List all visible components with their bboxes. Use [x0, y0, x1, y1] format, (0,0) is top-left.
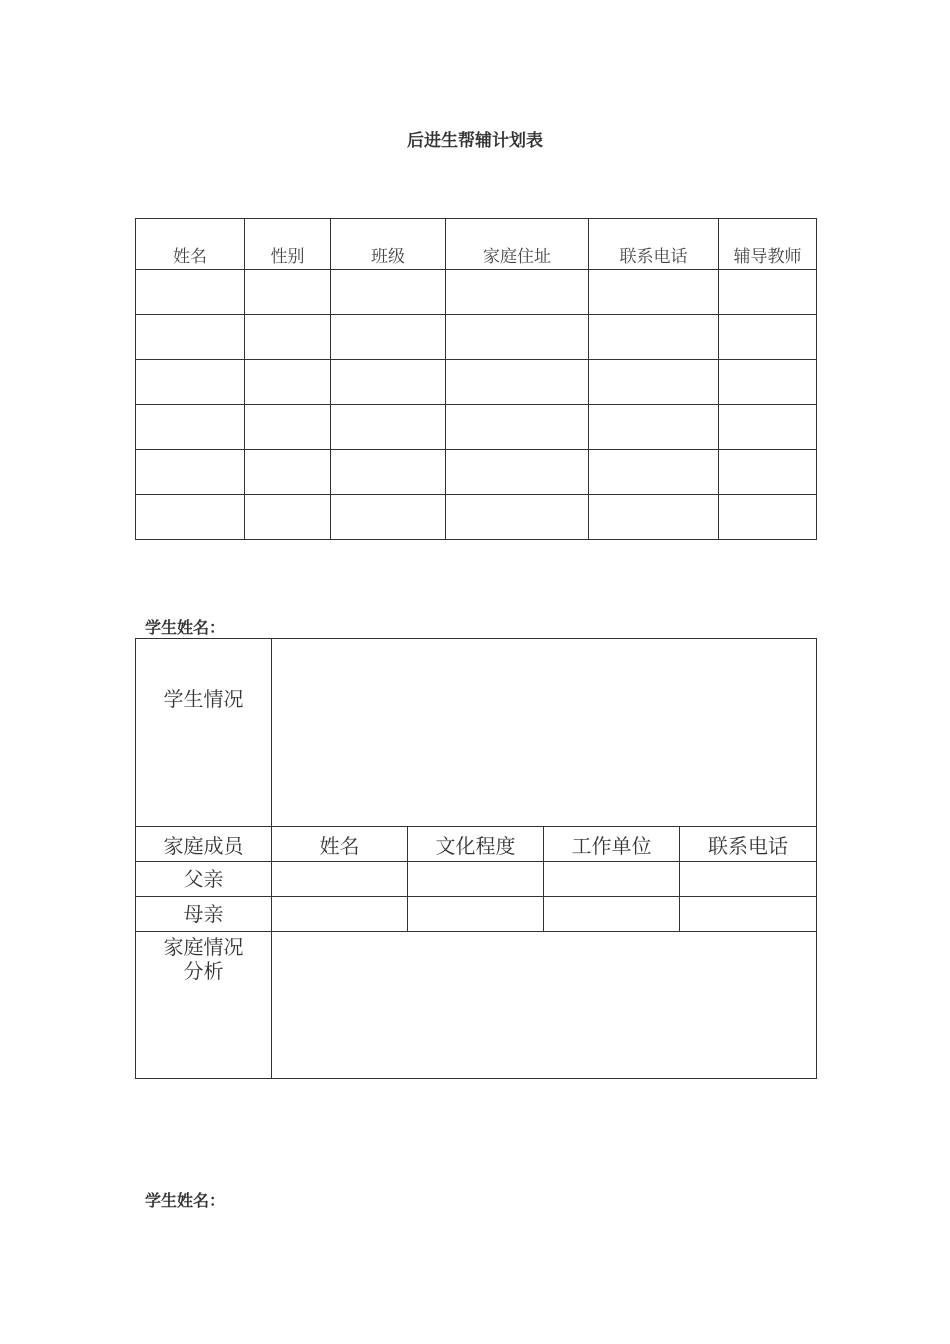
mother-row [136, 897, 817, 932]
table-row [136, 495, 817, 540]
cell[interactable] [589, 315, 719, 360]
family-header-row [136, 827, 817, 862]
cell[interactable] [245, 270, 331, 315]
student-family-table [135, 638, 817, 1079]
header-class: 班级 [331, 219, 446, 270]
header-address: 家庭住址 [446, 219, 589, 270]
father-label: 父亲 [136, 862, 272, 897]
cell[interactable] [136, 405, 245, 450]
table-row [136, 270, 817, 315]
cell[interactable] [136, 315, 245, 360]
cell[interactable] [589, 360, 719, 405]
student-situation-label: 学生情况 [136, 639, 272, 827]
cell[interactable] [446, 360, 589, 405]
table-row [136, 315, 817, 360]
cell[interactable] [719, 270, 817, 315]
family-header-education: 文化程度 [408, 827, 544, 862]
table-row [136, 405, 817, 450]
cell[interactable] [331, 405, 446, 450]
family-analysis-label-line2: 分析 [183, 959, 224, 983]
tutoring-roster-table [135, 218, 817, 540]
cell[interactable] [136, 270, 245, 315]
cell[interactable] [544, 897, 680, 932]
family-analysis-label-line1: 家庭情况 [163, 935, 244, 959]
student-situation-row [136, 639, 817, 827]
page-title: 后进生帮辅计划表 [407, 131, 543, 151]
cell[interactable] [272, 862, 408, 897]
cell[interactable] [719, 360, 817, 405]
cell[interactable] [136, 495, 245, 540]
cell[interactable] [544, 862, 680, 897]
family-analysis-field[interactable] [272, 932, 817, 1079]
cell[interactable] [589, 405, 719, 450]
cell[interactable] [331, 270, 446, 315]
cell[interactable] [446, 450, 589, 495]
family-header-workplace: 工作单位 [544, 827, 680, 862]
student-situation-field[interactable] [272, 639, 817, 827]
cell[interactable] [245, 315, 331, 360]
mother-label: 母亲 [136, 897, 272, 932]
cell[interactable] [331, 315, 446, 360]
cell[interactable] [680, 897, 817, 932]
cell[interactable] [408, 862, 544, 897]
cell[interactable] [245, 405, 331, 450]
student-name-label-2: 学生姓名： [145, 1191, 226, 1210]
cell[interactable] [719, 315, 817, 360]
header-tutor: 辅导教师 [719, 219, 817, 270]
family-header-name: 姓名 [272, 827, 408, 862]
cell[interactable] [589, 270, 719, 315]
table-row [136, 360, 817, 405]
cell[interactable] [719, 495, 817, 540]
cell[interactable] [272, 897, 408, 932]
family-header-phone: 联系电话 [680, 827, 817, 862]
cell[interactable] [446, 270, 589, 315]
cell[interactable] [331, 360, 446, 405]
cell[interactable] [589, 495, 719, 540]
cell[interactable] [680, 862, 817, 897]
family-members-label: 家庭成员 [136, 827, 272, 862]
cell[interactable] [446, 405, 589, 450]
cell[interactable] [589, 450, 719, 495]
table-header-row [136, 219, 817, 270]
table-row [136, 450, 817, 495]
cell[interactable] [719, 450, 817, 495]
family-analysis-row [136, 932, 817, 1079]
cell[interactable] [446, 495, 589, 540]
header-gender: 性别 [245, 219, 331, 270]
cell[interactable] [245, 450, 331, 495]
header-phone: 联系电话 [589, 219, 719, 270]
student-name-label: 学生姓名： [145, 618, 226, 637]
family-analysis-label [136, 932, 272, 1079]
cell[interactable] [136, 450, 245, 495]
cell[interactable] [136, 360, 245, 405]
father-row [136, 862, 817, 897]
cell[interactable] [331, 495, 446, 540]
cell[interactable] [245, 360, 331, 405]
header-name: 姓名 [136, 219, 245, 270]
cell[interactable] [245, 495, 331, 540]
cell[interactable] [719, 405, 817, 450]
cell[interactable] [331, 450, 446, 495]
cell[interactable] [446, 315, 589, 360]
cell[interactable] [408, 897, 544, 932]
